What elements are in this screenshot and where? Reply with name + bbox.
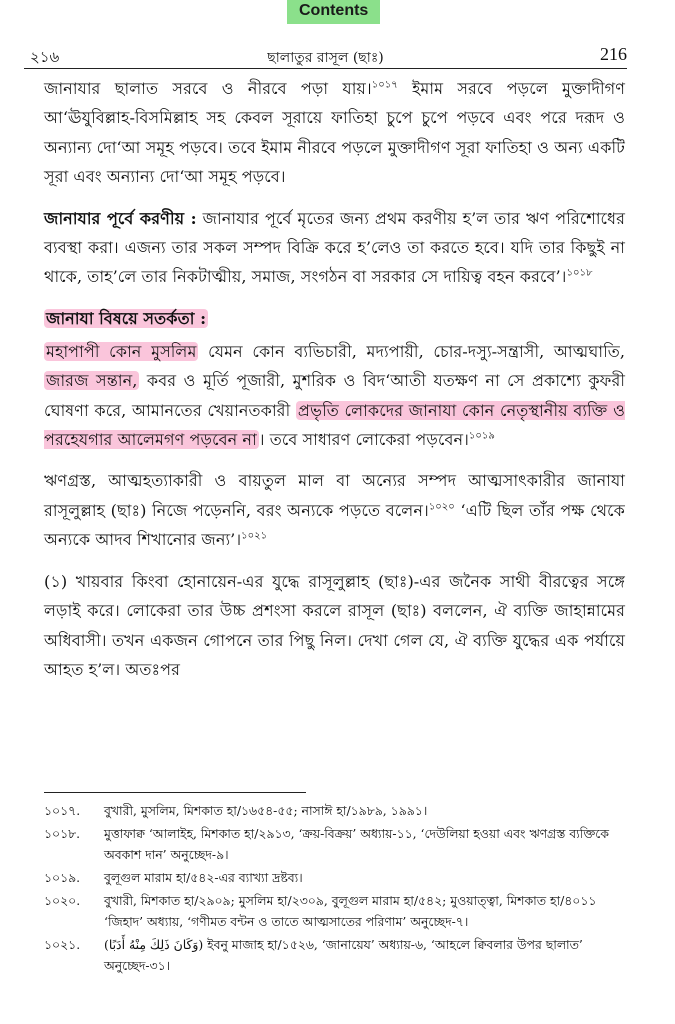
section-heading: [44, 304, 625, 333]
text: । তবে সাধারণ লোকেরা পড়বেন।: [258, 430, 469, 450]
page-number-bengali: ২১৬: [30, 48, 60, 66]
text: কবর ও মূর্তি পূজারী, মুশরিক ও বিদ‘আতী যতক্ষণ না সে প্রকাশ্যে কুফরী ঘোষণা করে, আমানতের খেয়ানতকারী: [44, 371, 626, 420]
footnote-number: ১০১৯.: [44, 870, 81, 885]
text: ‘এটি ছিল তাঁর পক্ষ থেকে অন্যকে আদব শিখানোর জন্য’।: [44, 500, 625, 550]
page-number: 216: [600, 44, 627, 64]
paragraph-1: [44, 74, 625, 192]
inline-heading: জানাযার পূর্বে করণীয় :: [44, 208, 197, 228]
text: জানাযার পূর্বে মৃতের জন্য প্রথম করণীয় হ’ল তার ঋণ পরিশোধের ব্যবস্থা করা। এজন্য তার সকল সম্পদ বিক্রি করে হ’লেও তা করতে হবে। যদি তার কিছুই না থাকে, তাহ’লে তার নিকটাত্মীয়, সমাজ, সংগঠন বা সরকার সে দায়িত্ব বহন করবে’।: [44, 208, 625, 287]
highlight: প্রভৃতি লোকদের জানাযা কোন নেতৃস্থানীয় ব্যক্তি ও পরহেযগার আলেমগণ পড়বেন না: [44, 400, 625, 450]
footnote-divider: [44, 792, 306, 793]
footnote-text: মুত্তাফাক্ব ‘আলাইহ, মিশকাত হা/২৯১৩, ‘ক্রয়-বিক্রয়’ অধ্যায়-১১, ‘দেউলিয়া হওয়া এবং ঋণগ্রস্ত ব্যক্তিকে অবকাশ দান’ অনুচ্ছেদ-৯।: [104, 826, 609, 862]
footnote-number: ১০২০.: [44, 893, 81, 908]
footnote-text: বুখারী, মুসলিম, মিশকাত হা/১৬৫৪-৫৫; নাসাঈ হা/১৯৮৯, ১৯৯১।: [104, 803, 428, 818]
footnote-1019: [44, 867, 625, 888]
footnote-1020: [44, 890, 625, 932]
text: ঋণগ্রস্ত, আত্মহত্যাকারী ও বায়তুল মাল বা অন্যের সম্পদ আত্মসাৎকারীর জানাযা রাসূলুল্লাহ (ছাঃ) নিজে পড়েননি, বরং অন্যকে পড়তে বলেন।: [44, 471, 625, 520]
footnote-1017: [44, 800, 625, 821]
running-header: [24, 44, 627, 69]
footnote-ref-1020[interactable]: ১০২০: [428, 501, 455, 513]
footnote-ref-1019[interactable]: ১০১৯: [468, 430, 495, 442]
paragraph-5: (১) খায়বার কিংবা হোনায়েন-এর যুদ্ধে রাসূলুল্লাহ (ছাঃ)-এর জনৈক সাথী বীরত্বের সঙ্গে লড়াই করে। লোকেরা তার উচ্চ প্রশংসা করলে রাসূল (ছাঃ) বললেন, ঐ ব্যক্তি জাহান্নামের অধিবাসী। তখন একজন গোপনে তার পিছু নিল। দেখা গেল যে, ঐ ব্যক্তি যুদ্ধের এক পর্যায়ে আহত হ’ল। অতঃপর: [44, 571, 625, 679]
contents-button[interactable]: Contents: [287, 0, 380, 24]
text: ইমাম সরবে পড়লে মুক্তাদীগণ আ‘ঊযুবিল্লাহ-বিসমিল্লাহ সহ কেবল সূরায়ে ফাতিহা চুপে চুপে পড়বে এবং পরে দরূদ ও অন্যান্য দো‘আ সমূহ পড়বে। তবে ইমাম নীরবে পড়লে মুক্তাদীগণ সূরা ফাতিহা ও অন্য একটি সূরা এবং অন্যান্য দো‘আ সমূহ পড়বে।: [44, 79, 625, 187]
paragraph-2: [44, 204, 625, 292]
highlight: জারজ সন্তান,: [46, 371, 138, 391]
running-title: ছালাতুর রাসূল (ছাঃ): [267, 50, 384, 66]
footnote-ref-1021[interactable]: ১০২১: [241, 530, 268, 542]
footnote-text: বুলূগুল মারাম হা/৫৪২-এর ব্যাখ্যা দ্রষ্টব্য।: [104, 870, 303, 885]
text: ইবনু মাজাহ হা/১৫২৬, ‘জানায়েয’ অধ্যায়-৬, ‘আহলে ক্বিবলার উপর ছালাত’ অনুচ্ছেদ-৩১।: [104, 937, 583, 973]
page-body: [44, 74, 625, 696]
footnote-number: ১০২১.: [44, 937, 81, 952]
footnote-ref-1017[interactable]: ১০১৭: [371, 79, 398, 91]
highlight: মহাপাপী কোন মুসলিম: [46, 341, 197, 361]
footnote-number: ১০১৮.: [44, 826, 81, 841]
footnote-text: [104, 934, 625, 976]
footnote-text: বুখারী, মিশকাত হা/২৯০৯; মুসলিম হা/২৩০৯, বুলূগুল মারাম হা/৫৪২; মুওয়াত্ত্বা, মিশকাত হা/৪০১১ ‘জিহাদ’ অধ্যায়, ‘গণীমত বন্টন ও তাতে আত্মসাতের পরিণাম’ অনুচ্ছেদ-৭।: [104, 893, 597, 929]
footnote-number: ১০১৭.: [44, 803, 81, 818]
text: জানাযার ছালাত সরবে ও নীরবে পড়া যায়।: [44, 79, 372, 98]
paragraph-3: [44, 337, 625, 455]
footnote-ref-1018[interactable]: ১০১৮: [566, 268, 593, 280]
footnotes: [44, 800, 625, 978]
text: যেমন কোন ব্যভিচারী, মদ্যপায়ী, চোর-দস্যু-সন্ত্রাসী, আত্মঘাতি,: [198, 341, 626, 361]
arabic-quote: (وَكَانَ ذَلِكَ مِنْهُ أَدَبًا): [104, 937, 204, 952]
footnote-1018: [44, 823, 625, 865]
paragraph-4: [44, 466, 625, 554]
footnote-1021: [44, 934, 625, 976]
highlight: জানাযা বিষয়ে সতর্কতা :: [46, 308, 207, 328]
